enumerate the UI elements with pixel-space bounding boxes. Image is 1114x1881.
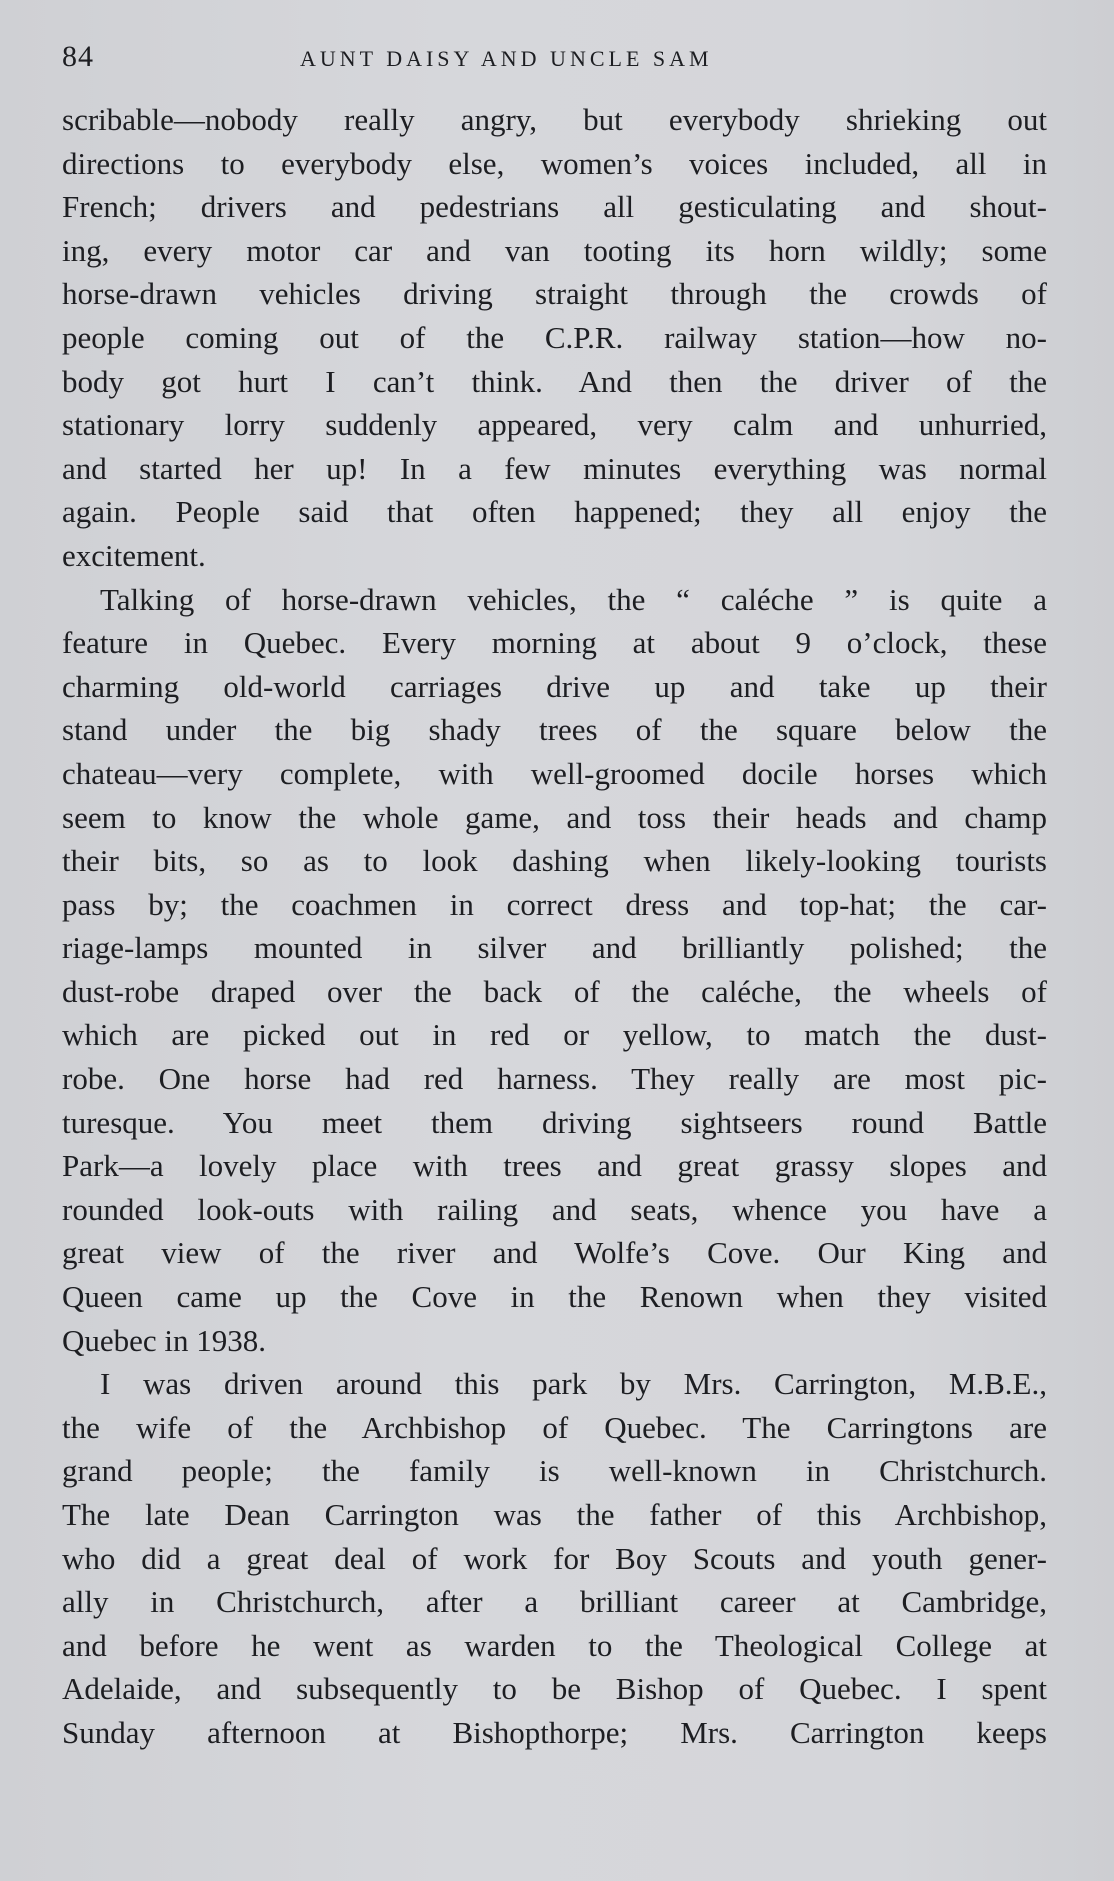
text-line: the wife of the Archbishop of Quebec. The Carringtons are bbox=[62, 1409, 1047, 1445]
text-line: body got hurt I can’t think. And then the driver of the bbox=[62, 363, 1047, 399]
text-line: stand under the big shady trees of the square below the bbox=[62, 712, 1047, 748]
text-line: again. People said that often happened; they all enjoy the bbox=[62, 494, 1047, 530]
text-line: and started her up! In a few minutes everything was normal bbox=[62, 450, 1047, 486]
running-head: AUNT DAISY AND UNCLE SAM bbox=[300, 46, 713, 71]
page-header bbox=[62, 40, 1052, 80]
text-line: I was driven around this park by Mrs. Carrington, M.B.E., bbox=[100, 1366, 1047, 1402]
text-line: Adelaide, and subsequently to be Bishop of Quebec. I spent bbox=[62, 1671, 1047, 1707]
text-line: ing, every motor car and van tooting its horn wildly; some bbox=[62, 232, 1047, 268]
text-line: Talking of horse-drawn vehicles, the “ caléche ” is quite a bbox=[100, 581, 1047, 617]
text-line: directions to everybody else, women’s voices included, all in bbox=[62, 145, 1047, 181]
paragraph bbox=[62, 98, 1047, 578]
text-line: dust-robe draped over the back of the caléche, the wheels of bbox=[62, 973, 1047, 1009]
text-line: which are picked out in red or yellow, to match the dust- bbox=[62, 1017, 1047, 1053]
text-line: seem to know the whole game, and toss their heads and champ bbox=[62, 799, 1047, 835]
page-number: 84 bbox=[62, 40, 94, 73]
text-line: pass by; the coachmen in correct dress and top-hat; the car- bbox=[62, 886, 1047, 922]
text-line: ally in Christchurch, after a brilliant career at Cambridge, bbox=[62, 1584, 1047, 1620]
text-line: and before he went as warden to the Theological College at bbox=[62, 1627, 1047, 1663]
text-line: Park—a lovely place with trees and great grassy slopes and bbox=[62, 1148, 1047, 1184]
text-line: feature in Quebec. Every morning at about 9 o’clock, these bbox=[62, 625, 1047, 661]
text-line: their bits, so as to look dashing when likely-looking tourists bbox=[62, 843, 1047, 879]
text-line: charming old-world carriages drive up and take up their bbox=[62, 668, 1047, 704]
text-line: grand people; the family is well-known in Christchurch. bbox=[62, 1453, 1047, 1489]
paragraph bbox=[62, 1362, 1047, 1754]
text-line: excitement. bbox=[62, 537, 206, 573]
text-line: riage-lamps mounted in silver and brilliantly polished; the bbox=[62, 930, 1047, 966]
text-line: Sunday afternoon at Bishopthorpe; Mrs. Carrington keeps bbox=[62, 1714, 1047, 1750]
body-text bbox=[62, 98, 1047, 1755]
text-line: stationary lorry suddenly appeared, very calm and unhurried, bbox=[62, 407, 1047, 443]
text-line: robe. One horse had red harness. They really are most pic- bbox=[62, 1061, 1047, 1097]
text-line: The late Dean Carrington was the father of this Archbishop, bbox=[62, 1497, 1047, 1532]
text-line: chateau—very complete, with well-groomed docile horses which bbox=[62, 755, 1047, 791]
text-line: people coming out of the C.P.R. railway station—how no- bbox=[62, 319, 1047, 355]
text-line: Quebec in 1938. bbox=[62, 1322, 267, 1358]
text-line: Queen came up the Cove in the Renown when they visited bbox=[62, 1279, 1047, 1315]
text-line: French; drivers and pedestrians all gesticulating and shout- bbox=[62, 189, 1047, 225]
text-line: horse-drawn vehicles driving straight through the crowds of bbox=[62, 276, 1047, 312]
text-line: who did a great deal of work for Boy Scouts and youth gener- bbox=[62, 1540, 1047, 1576]
text-line: rounded look-outs with railing and seats, whence you have a bbox=[62, 1191, 1047, 1227]
paragraph bbox=[62, 578, 1047, 1363]
text-line: scribable—nobody really angry, but everybody shrieking out bbox=[62, 102, 1047, 137]
text-line: turesque. You meet them driving sightseers round Battle bbox=[62, 1104, 1047, 1140]
text-line: great view of the river and Wolfe’s Cove. Our King and bbox=[62, 1235, 1047, 1271]
